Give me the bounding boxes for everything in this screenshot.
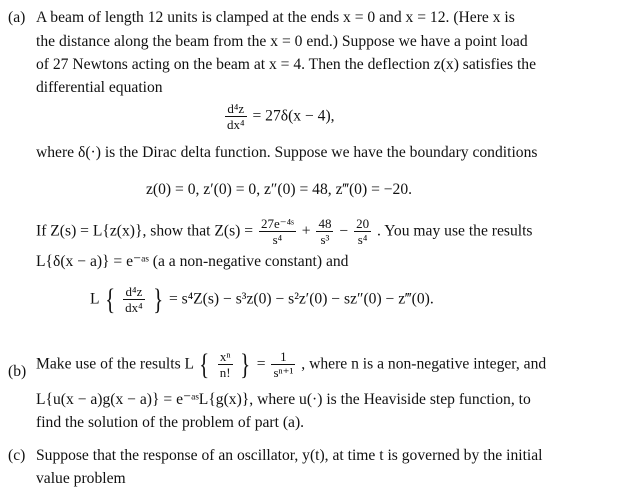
part-a-line-7: L{δ(x − a)} = e⁻ᵃˢ (a a non-negative constant) and <box>36 253 349 270</box>
eq3-denominator: dx⁴ <box>125 300 143 315</box>
part-c-label: (c) <box>8 447 26 464</box>
term-2-denominator: s³ <box>320 232 330 247</box>
fraction-numerator: d⁴z <box>225 102 247 117</box>
part-b-intro: Make use of the results L <box>36 355 194 373</box>
part-a-line-4: differential equation <box>36 79 163 96</box>
part-a-line-1: A beam of length 12 units is clamped at the ends x = 0 and x = 12. (Here x is <box>36 9 515 26</box>
left-brace-b: { <box>199 348 210 381</box>
term-1-fraction <box>259 217 296 247</box>
term-3-denominator: s⁴ <box>357 232 368 247</box>
fraction-denominator: dx⁴ <box>227 117 245 132</box>
term-3-numerator: 20 <box>356 216 370 231</box>
part-a-label: (a) <box>8 9 26 26</box>
one-numerator: 1 <box>271 350 295 365</box>
one-over-s-fraction <box>271 350 295 380</box>
results-text: . You may use the results <box>377 222 533 240</box>
part-b-line-2: L{u(x − a)g(x − a)} = e⁻ᵃˢL{g(x)}, where u(·) is the Heaviside step function, to <box>36 391 531 408</box>
s-n-plus-1-denominator: sⁿ⁺¹ <box>273 365 294 380</box>
part-c-line-1: Suppose that the response of an oscillator, y(t), at time t is governed by the initial <box>36 447 543 464</box>
part-a-line-5: where δ(·) is the Dirac delta function. Suppose we have the boundary conditions <box>36 144 538 161</box>
eq3-fraction <box>123 285 145 315</box>
eq3-numerator: d⁴z <box>123 285 145 300</box>
diff-equation <box>223 102 335 132</box>
laplace-operator: L <box>90 290 99 308</box>
equation-rhs: = 27δ(x − 4), <box>252 107 335 125</box>
d4z-dx4-fraction <box>225 102 247 132</box>
eq3-rhs: = s⁴Z(s) − s³z(0) − s²z′(0) − sz″(0) − z‴(0). <box>168 290 434 308</box>
part-b-continuation: , where n is a non-negative integer, and <box>301 355 547 373</box>
plus-sign: + <box>301 222 311 240</box>
minus-sign: − <box>339 222 349 240</box>
part-c-line-2: value problem <box>36 470 126 487</box>
part-b-line-1 <box>36 350 546 380</box>
equals-sign: = <box>256 355 266 373</box>
part-a-line-3: of 27 Newtons acting on the beam at x = 4. Then the deflection z(x) satisfies the <box>36 56 536 73</box>
term-2-numerator: 48 <box>318 216 332 231</box>
part-b-label: (b) <box>8 363 27 380</box>
laplace-derivative-equation <box>90 285 434 315</box>
z-of-s-text: If Z(s) = L{z(x)}, show that Z(s) = <box>36 222 254 240</box>
left-brace: { <box>105 283 116 316</box>
part-a-line-6 <box>36 217 533 247</box>
term-1-denominator: s⁴ <box>272 232 283 247</box>
right-brace: } <box>152 283 163 316</box>
part-b-line-3: find the solution of the problem of part (a). <box>36 414 305 431</box>
right-brace-b: } <box>240 348 251 381</box>
part-a-line-2: the distance along the beam from the x = 0 end.) Suppose we have a point load <box>36 33 528 50</box>
term-3-fraction <box>354 217 371 247</box>
term-2-fraction <box>316 217 333 247</box>
boundary-conditions: z(0) = 0, z′(0) = 0, z″(0) = 48, z‴(0) = −20. <box>146 181 413 198</box>
xn-denominator: n! <box>219 365 231 380</box>
xn-numerator: xⁿ <box>218 350 233 365</box>
xn-fraction <box>218 350 233 380</box>
term-1-numerator: 27e⁻⁴ˢ <box>260 216 294 231</box>
